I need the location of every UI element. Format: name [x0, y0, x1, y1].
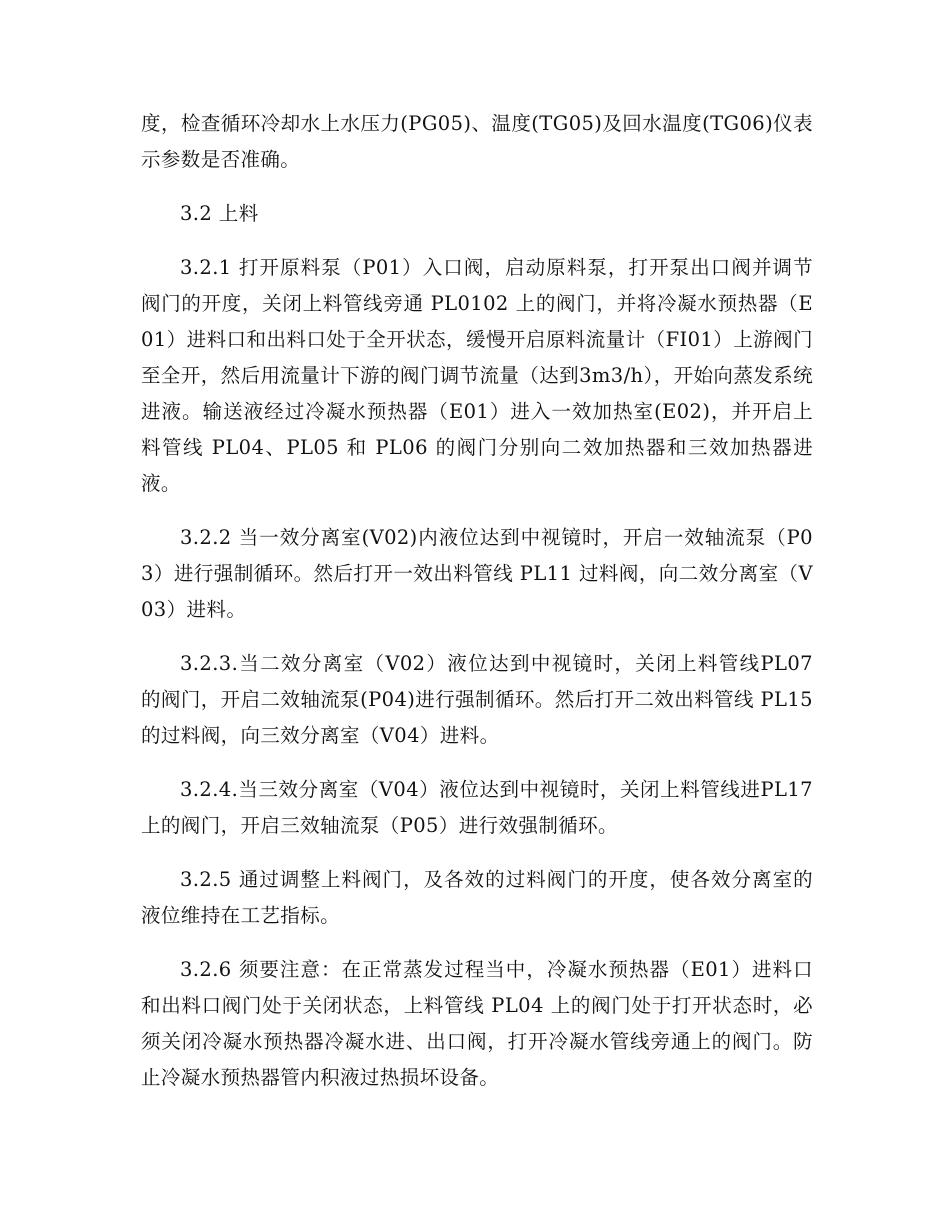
section-heading: 3.2 上料 — [180, 202, 259, 225]
paragraph-3-2-2: 3.2.2 当一效分离室(V02)内液位达到中视镜时，开启一效轴流泵（P03）进行强制循环。然后打开一效出料管线 PL11 过料阀，向二效分离室（V03）进料。 — [141, 526, 813, 621]
paragraph-3-2-6: 3.2.6 须要注意：在正常蒸发过程当中，冷凝水预热器（E01）进料口和出料口阀门处于关闭状态，上料管线 PL04 上的阀门处于打开状态时，必须关闭冷凝水预热器冷凝水进、出口阀，打开冷凝水管线旁通上的阀门。防止冷凝水预热器管内积液过热损坏设备。 — [141, 958, 813, 1089]
paragraph-3-2-3: 3.2.3.当二效分离室（V02）液位达到中视镜时，关闭上料管线PL07 的阀门，开启二效轴流泵(P04)进行强制循环。然后打开二效出料管线 PL15 的过料阀，向三效分离室（V04）进料。 — [141, 652, 813, 747]
paragraph-3-2-5: 3.2.5 通过调整上料阀门，及各效的过料阀门的开度，使各效分离室的液位维持在工艺指标。 — [141, 868, 813, 927]
document-body — [141, 106, 813, 1096]
paragraph-continuation: 度，检查循环冷却水上水压力(PG05)、温度(TG05)及回水温度(TG06)仪表示参数是否准确。 — [141, 112, 813, 171]
paragraph-3-2-4: 3.2.4.当三效分离室（V04）液位达到中视镜时，关闭上料管线进PL17 上的阀门，开启三效轴流泵（P05）进行效强制循环。 — [141, 778, 813, 837]
paragraph-3-2-1: 3.2.1 打开原料泵（P01）入口阀，启动原料泵，打开泵出口阀并调节阀门的开度，关闭上料管线旁通 PL0102 上的阀门，并将冷凝水预热器（E01）进料口和出料口处于全开状态，缓慢开启原料流量计（FI01）上游阀门至全开，然后用流量计下游的阀门调节流量（达到3m3/h），开始向蒸发系统进液。输送液经过冷凝水预热器（E01）进入一效加热室(E02)，并开启上料管线 PL04、PL05 和 PL06 的阀门分别向二效加热器和三效加热器进液。 — [141, 256, 813, 495]
